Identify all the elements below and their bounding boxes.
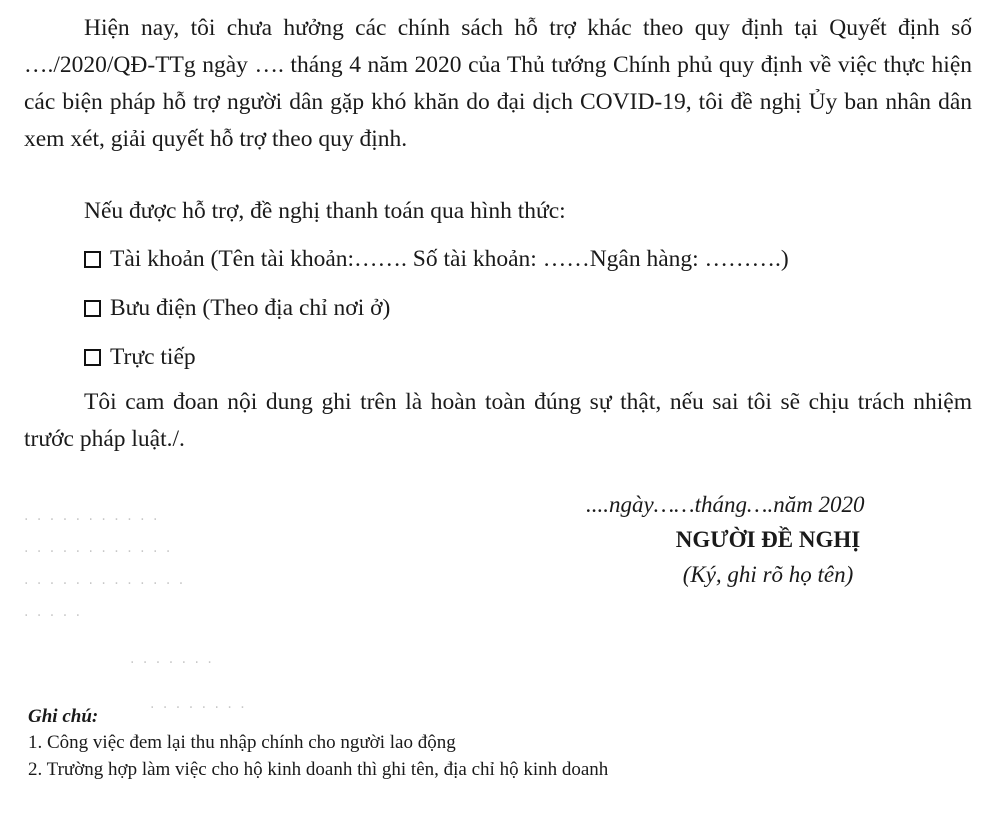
- signer-title: NGƯỜI ĐỀ NGHỊ: [675, 527, 861, 552]
- bleed-through-mark: · · · · · · ·: [130, 655, 214, 671]
- notes-title: Ghi chú:: [28, 706, 99, 727]
- checkbox-bank-account[interactable]: [84, 251, 101, 268]
- bleed-through-mark: · · · · · · · ·: [150, 700, 247, 716]
- payment-intro: Nếu được hỗ trợ, đề nghị thanh toán qua hình thức:: [84, 198, 566, 224]
- option-post-office-label: Bưu điện (Theo địa chỉ nơi ở): [110, 295, 391, 321]
- bleed-through-mark: · · · · · · · · · · · · ·: [24, 576, 186, 592]
- bleed-through-mark: · · · · ·: [24, 608, 83, 624]
- option-direct[interactable]: [84, 342, 196, 372]
- option-bank-account-label: Tài khoản (Tên tài khoản:……. Số tài khoản: ……Ngân hàng: ……….): [110, 246, 789, 272]
- bleed-through-mark: · · · · · · · · · · · ·: [24, 544, 173, 560]
- note-item: 2. Trường hợp làm việc cho hộ kinh doanh thì ghi tên, địa chỉ hộ kinh doanh: [28, 759, 609, 780]
- commitment-paragraph: Tôi cam đoan nội dung ghi trên là hoàn toàn đúng sự thật, nếu sai tôi sẽ chịu trách nhiệm trước pháp luật./.: [24, 389, 972, 452]
- date-line: ....ngày……tháng….năm 2020: [586, 492, 865, 517]
- note-item: 1. Công việc đem lại thu nhập chính cho người lao động: [28, 732, 456, 753]
- signature-instruction: (Ký, ghi rõ họ tên): [682, 562, 854, 587]
- option-bank-account[interactable]: [84, 244, 789, 274]
- option-post-office[interactable]: [84, 293, 390, 323]
- checkbox-post-office[interactable]: [84, 300, 101, 317]
- bleed-through-mark: · · · · · · · · · · ·: [24, 512, 160, 528]
- request-paragraph: Hiện nay, tôi chưa hưởng các chính sách hỗ trợ khác theo quy định tại Quyết định số …./2020/QĐ-TTg ngày …. tháng 4 năm 2020 của Thủ tướng Chính phủ quy định về việc thực hiện các biện pháp hỗ trợ người dân gặp khó khăn do đại dịch COVID-19, tôi đề nghị Ủy ban nhân dân xem xét, giải quyết hỗ trợ theo quy định.: [24, 15, 972, 152]
- option-direct-label: Trực tiếp: [110, 344, 196, 370]
- checkbox-direct[interactable]: [84, 349, 101, 366]
